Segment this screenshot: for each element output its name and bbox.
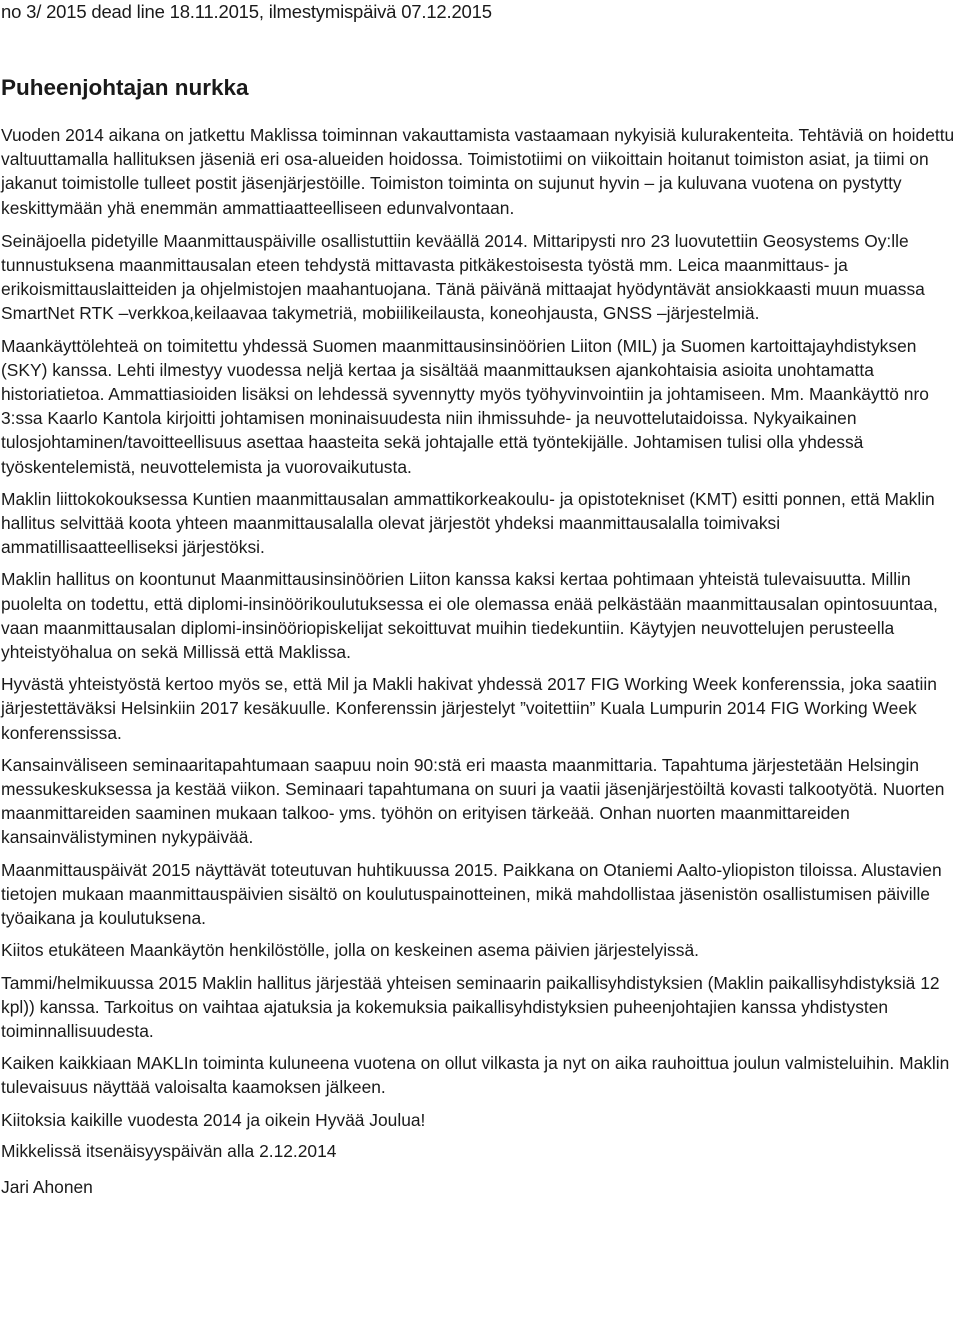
paragraph-11: Kaiken kaikkiaan MAKLIn toiminta kuluneena vuotena on ollut vilkasta ja nyt on aika rauhoittua joulun valmisteluihin. Maklin tulevaisuus näyttää valoisalta kaamoksen jälkeen. — [1, 1053, 950, 1098]
author-signature: Jari Ahonen — [1, 1176, 93, 1197]
paragraph-10: Tammi/helmikuussa 2015 Maklin hallitus järjestää yhteisen seminaarin paikallisyhdistyksien (Maklin paikallisyhdistyksiä 12 kpl)) kanssa. Tarkoitus on vaihtaa ajatuksia ja kokemuksia paikallisyhdistyksien puheenjohtajien kanssa yhdistysten toiminnallisuudesta. — [1, 972, 940, 1041]
place-date: Mikkelissä itsenäisyyspäivän alla 2.12.2014 — [1, 1140, 337, 1161]
paragraph-3: Maankäyttölehteä on toimitettu yhdessä Suomen maanmittausinsinöörien Liiton (MIL) ja Suomen kartoittajayhdistyksen (SKY) kanssa. Lehti ilmestyy vuodessa neljä kertaa ja sisältää maanmittauksen ajankohtaisia asioita unohtamatta historiatietoa. Ammattiasioiden lisäksi on lehdessä syvennytty myös työhyvinvointiin ja johtamiseen. Mm. Maankäyttö nro 3:ssa Kaarlo Kantola kirjoitti johtamisen moninaisuudesta niin ihmissuhde- ja neuvottelutaidoissa. Nykyaikainen tulosjohtaminen/tavoitteellisuus asettaa haasteita sekä johtajalle että työntekijälle. Johtamisen tulisi olla yhdessä työskentelemistä, neuvottelemista ja vuorovaikutusta. — [1, 335, 929, 477]
paragraph-8: Maanmittauspäivät 2015 näyttävät toteutuvan huhtikuussa 2015. Paikkana on Otaniemi Aalto-yliopiston tiloissa. Alustavien tietojen mukaan maanmittauspäivien sisältö on koulutuspainotteinen, mikä mahdollistaa jäsenistön osallistumisen päiville työaikana ja koulutuksena. — [1, 859, 942, 929]
paragraph-1: Vuoden 2014 aikana on jatkettu Maklissa toiminnan vakauttamista vastaamaan nykyisiä kulurakenteita. Tehtäviä on hoidettu valtuuttamalla hallituksen jäseniä eri osa-alueiden hoidossa. Toimistotiimi on viikoittain hoitanut toimiston asiat, ja tiimi on jakanut toimistolle tulleet postit jäsenjärjestöille. Toimiston toiminta on sujunut hyvin – ja kuluvana vuotena on pystytty keskittymään yhä enemmän ammattiaatteelliseen edunvalvontaan. — [1, 125, 955, 218]
greeting: Kiitoksia kaikille vuodesta 2014 ja oikein Hyvää Joulua! — [1, 1109, 426, 1130]
paragraph-9: Kiitos etukäteen Maankäytön henkilöstölle, jolla on keskeinen asema päivien järjestelyissä. — [1, 940, 699, 961]
paragraph-2: Seinäjoella pidetyille Maanmittauspäiville osallistuttiin keväällä 2014. Mittaripysti nro 23 luovutettiin Geosystems Oy:lle tunnustuksena maanmittausalan eteen tehdystä mittavasta pitkäkestoisesta työstä mm. Leica maanmittaus- ja erikoismittauslaitteiden ja ohjelmistojen maahantuojana. Tänä päivänä mittaajat hyödyntävät ansiokkaasti muun muassa SmartNet RTK –verkkoa,keilaavaa takymetriä, mobiilikeilausta, koneohjausta, GNSS –järjestelmiä. — [1, 230, 925, 324]
issue-header: no 3/ 2015 dead line 18.11.2015, ilmestymispäivä 07.12.2015 — [1, 1, 492, 22]
paragraph-5: Maklin hallitus on koontunut Maanmittausinsinöörien Liiton kanssa kaksi kertaa pohtimaan yhteistä tulevaisuutta. Millin puolelta on todettu, että diplomi-insinöörikoulutuksessa ei ole olemassa enää pelkästään maanmittausalan opintosuuntaa, vaan maanmittausalan diplomi-insinööriopiskelijat sekoittuvat muihin tiedekuntiin. Käytyjen neuvottelujen perusteella yhteistyöhalua on sekä Millissä että Maklissa. — [1, 569, 938, 663]
paragraph-6: Hyvästä yhteistyöstä kertoo myös se, että Mil ja Makli hakivat yhdessä 2017 FIG Working Week konferenssia, joka saatiin järjestettäväksi Helsinkiin 2017 kesäkuulle. Konferenssin järjestelyt ”voitettiin” Kuala Lumpurin 2014 FIG Working Week konferenssissa. — [1, 674, 937, 743]
section-title: Puheenjohtajan nurkka — [1, 75, 249, 100]
paragraph-4: Maklin liittokokouksessa Kuntien maanmittausalan ammattikorkeakoulu- ja opistotekniset (KMT) esitti ponnen, että Maklin hallitus selvittää koota yhteen maanmittausalalla olevat järjestöt yhdeksi maanmittausalalla toimivaksi ammatillisaatteelliseksi järjestöksi. — [1, 488, 935, 558]
paragraph-7: Kansainväliseen seminaaritapahtumaan saapuu noin 90:stä eri maasta maanmittaria. Tapahtuma järjestetään Helsingin messukeskuksessa ja kestää viikon. Seminaari tapahtumana on suuri ja vaatii jäsenjärjestöiltä kovasti talkootyötä. Nuorten maanmittareiden saaminen mukaan talkoo- yms. työhön on erityisen tärkeää. Onhan nuorten maanmittareiden kansainvälistyminen nykypäivää. — [1, 754, 945, 848]
